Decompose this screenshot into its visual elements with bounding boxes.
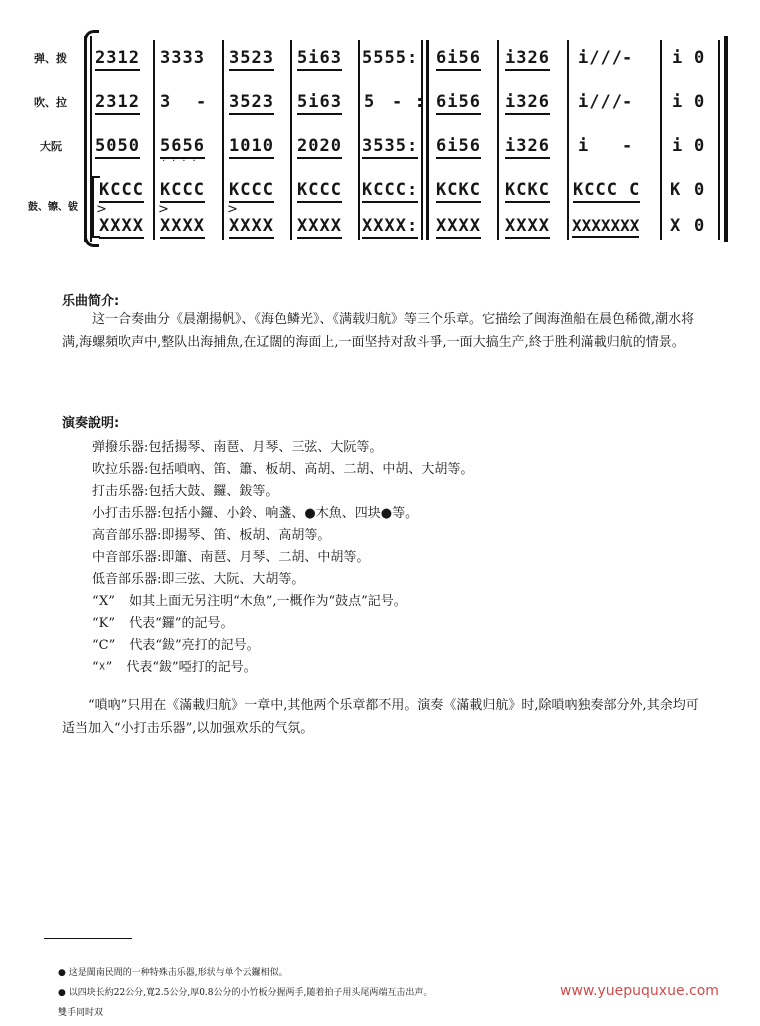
low-octave-dots: ···· [162,156,203,167]
barline [222,40,224,240]
barline [660,40,662,240]
symbol-muted [92,656,257,675]
measure: 3523 [229,92,274,115]
accent-mark: > [227,202,238,217]
measure: 2312 [95,92,140,115]
instrument-group: 打击乐器:包括大鼓、鑼、鈸等。 [92,484,279,499]
accent-mark: > [158,202,169,217]
symbol-c [92,634,260,653]
measure: 0 [694,48,706,68]
final-barline [718,40,720,240]
instrument-group: 小打击乐器:包括小鑼、小鈴、响盞、●木魚、四块●等。 [92,506,419,521]
measure: KCKC [436,180,481,203]
accent-mark: > [96,202,107,217]
measure: 2312 [95,48,140,71]
measure: 1010 [229,136,274,159]
measure: XXXX [505,216,550,239]
intro-heading: 乐曲简介: [62,294,120,309]
measure: XXXX [229,216,274,239]
measure: i [578,136,590,156]
measure: KCKC [505,180,550,203]
measure: i/// [578,48,623,68]
instrument-group: 中音部乐器:即簫、南琶、月琴、二胡、中胡等。 [92,550,370,565]
system-bracket [84,36,87,242]
measure: i [672,48,684,68]
measure: 5i63 [297,92,342,115]
measure: i326 [505,48,550,71]
suona-note: “嗩吶”只用在《滿載归航》一章中,其他两个乐章都不用。演奏《滿載归航》时,除嗩吶独奏部分外,其余均可适当加入“小打击乐器”,以加强欢乐的气氛。 [62,698,699,736]
symbol-glyph: “K” [92,616,116,631]
measure: i [672,92,684,112]
intro-paragraph: 这一合奏曲分《晨潮揚帆》、《海色鳞光》、《满载归航》等三个乐章。它描绘了闽海渔船在晨色稀微,潮水将满,海螺頻吹声中,整队出海捕魚,在辽闊的海面上,一面坚持对敌斗爭,一面大搞生产,終于胜利滿載归航的情景。 [62,312,695,350]
instrument-group: 低音部乐器:即三弦、大阮、大胡等。 [92,572,305,587]
measure: KCCC C [573,180,640,203]
measure: - [622,92,634,112]
measure: 5656 [160,136,205,159]
measure: XXXXXXX [572,216,639,238]
footnote: 雙手同时双 [58,1008,104,1018]
measure: KCCC [99,180,144,203]
measure: 5 [364,92,376,112]
measure: 0 [694,136,706,156]
measure: 5050 [95,136,140,159]
symbol-description: 代表“鈸”啞打的記号。 [126,660,257,675]
symbol-x [92,590,407,609]
symbol-glyph: “☓” [92,660,113,675]
measure: 6i56 [436,136,481,159]
symbol-description: 代表“鑼”的記号。 [129,616,234,631]
measure: - [622,136,634,156]
measure: XXXX [99,216,144,239]
instrument-label: 大阮 [40,140,62,153]
instrument-label: 弹、拨 [34,52,67,65]
barline [497,40,499,240]
footnote: ● 以四块长約22公分,寬2.5公分,厚0.8公分的小竹板分握两手,随着拍子用头尾两端互击出声。 [58,988,433,998]
instrument-label: 吹、拉 [34,96,67,109]
measure: XXXX [160,216,205,239]
watermark: www.yuepuquxue.com [560,983,719,999]
barline [358,40,360,240]
barline [153,40,155,240]
measure: i/// [578,92,623,112]
measure: 6i56 [436,48,481,71]
symbol-description: 如其上面无另注明“木魚”,一概作为“鼓点”記号。 [129,594,407,609]
footnote-rule [44,938,132,939]
measure: KCCC [229,180,274,203]
performance-heading: 演奏說明: [62,416,120,431]
measure: K [670,180,682,200]
barline [567,40,569,240]
measure: 0 [694,92,706,112]
measure: KCCC [297,180,342,203]
measure: XXXX: [362,216,418,239]
final-barline [724,36,728,242]
symbol-glyph: “C” [92,638,116,653]
measure: i326 [505,92,550,115]
repeat-barline [426,40,429,240]
measure: XXXX [297,216,342,239]
measure: - [196,92,208,112]
measure: 3535: [362,136,418,159]
measure: 3333 [160,48,205,68]
measure: XXXX [436,216,481,239]
measure: 5i63 [297,48,342,71]
measure: 0 [694,216,706,236]
measure: i326 [505,136,550,159]
symbol-description: 代表“鈸”亮打的記号。 [129,638,260,653]
measure: 6i56 [436,92,481,115]
measure: - : [392,92,426,112]
instrument-group: 吹拉乐器:包括嗩吶、笛、簫、板胡、高胡、二胡、中胡、大胡等。 [92,462,474,477]
repeat-barline [421,40,423,240]
barline [290,40,292,240]
instrument-group: 高音部乐器:即揚琴、笛、板胡、高胡等。 [92,528,331,543]
measure: - [622,48,634,68]
measure: 0 [694,180,706,200]
bracket-top [84,30,99,43]
symbol-glyph: “X” [92,594,115,609]
measure: 5555: [362,48,419,68]
symbol-k [92,612,233,631]
measure: i [672,136,684,156]
measure: X [670,216,682,236]
measure: KCCC [160,180,205,203]
instrument-label: 鼓、镲、钹 [28,202,78,213]
footnote: ● 这是閩南民間的一种特殊击乐器,形状与单个云鑼相似。 [58,968,288,978]
measure: 2020 [297,136,342,159]
measure: 3523 [229,48,274,71]
measure: 3 [160,92,172,112]
instrument-group: 弹撥乐器:包括揚琴、南琶、月琴、三弦、大阮等。 [92,440,383,455]
measure: KCCC: [362,180,418,203]
